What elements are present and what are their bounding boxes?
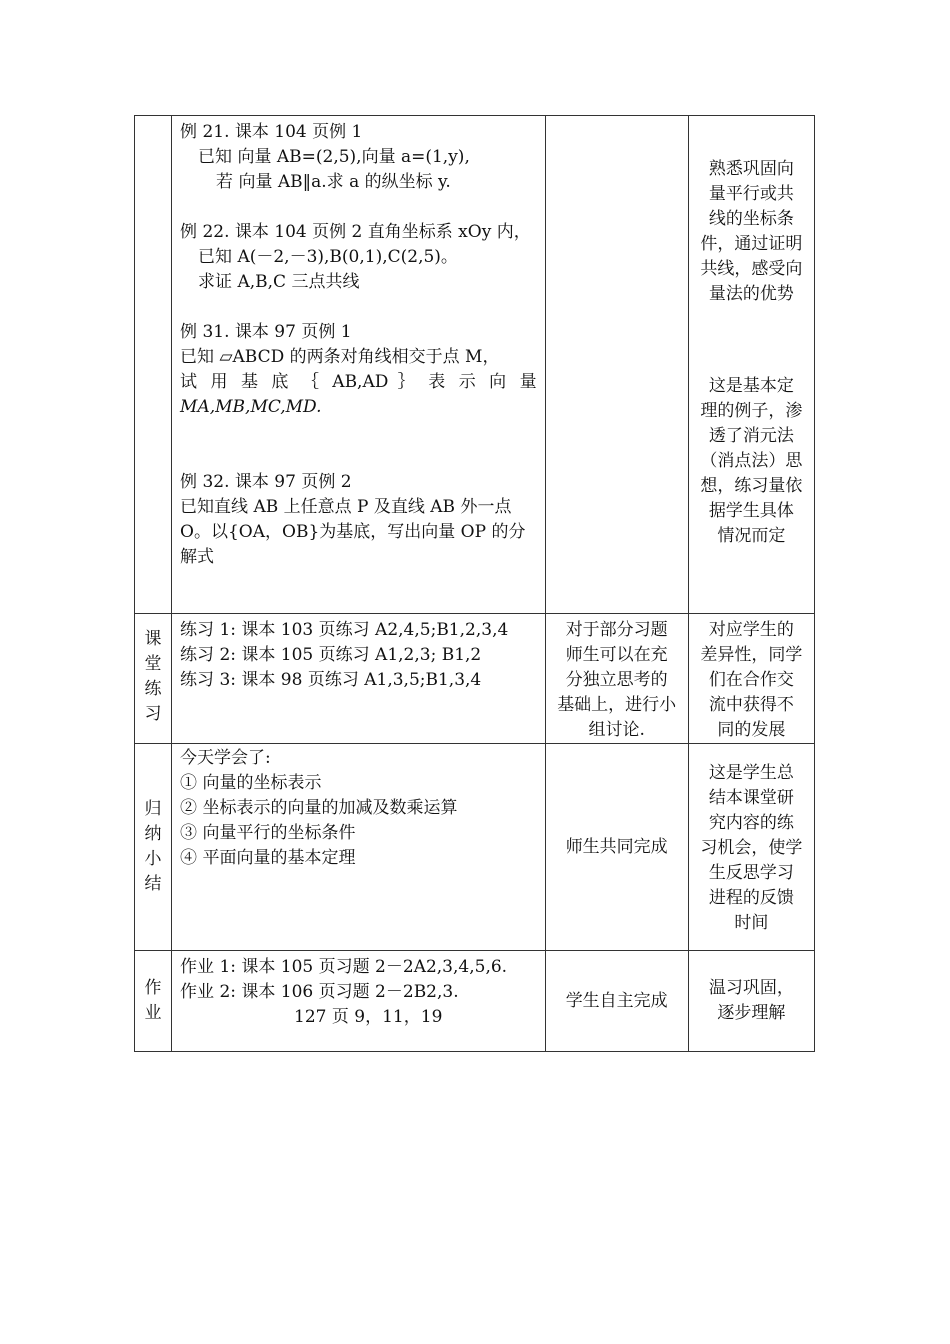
summary-line: 今天学会了: [180,748,271,768]
summary-head-char: 纳 [144,824,162,844]
note1-line: 量平行或共 [708,184,794,204]
note1-line: 线的坐标条 [708,209,794,229]
summary-note-line: 这是学生总 [708,763,794,783]
summary-note-cell [688,744,814,951]
practice-head-char: 练 [144,678,162,699]
practice-note-line: 同的发展 [717,720,786,740]
ex31-line1: 已知 ▱ABCD 的两条对角线相交于点 M， [180,347,500,367]
note2-line: 理的例子，渗 [700,401,803,421]
practice-line: 练习 1: 课本 103 页练习 A2,4,5;B1,2,3,4 [180,620,509,640]
note1-line: 件，通过证明 [700,234,803,254]
examples-row [135,116,815,614]
examples-note-cell [688,116,814,614]
practice-activity-line: 师生可以在充 [565,645,668,665]
practice-note-line: 差异性，同学 [700,645,803,665]
summary-note-line: 结本课堂研 [708,788,794,808]
practice-note-line: 流中获得不 [708,695,794,715]
practice-content-cell [172,614,546,744]
summary-head-cell [135,744,172,951]
summary-line: ② 坐标表示的向量的加减及数乘运算 [180,798,458,818]
practice-head-char: 习 [144,703,162,724]
summary-head-char: 结 [144,874,162,894]
summary-note-line: 究内容的练 [708,813,794,833]
ex31-title: 例 31. 课本 97 页例 1 [180,322,352,342]
practice-activity-line: 对于部分习题 [565,620,668,640]
practice-line: 练习 2: 课本 105 页练习 A1,2,3; B1,2 [180,645,482,665]
summary-row [135,744,815,951]
homework-line: 作业 2: 课本 106 页习题 2－2B2,3. [180,982,459,1002]
practice-activity-line: 基础上，进行小 [557,695,677,715]
examples-activity-cell [545,116,688,614]
ex32-title: 例 32. 课本 97 页例 2 [180,472,352,492]
ex21-line2: 若 向量 AB‖a.求 a 的纵坐标 y. [216,172,451,192]
homework-line: 作业 1: 课本 105 页习题 2－2A2,3,4,5,6. [180,957,508,977]
examples-content-cell [172,116,546,614]
ex32-line1: 已知直线 AB 上任意点 P 及直线 AB 外一点 [180,497,512,517]
note2-line: 想，练习量依 [700,476,803,496]
homework-row [135,951,815,1052]
homework-line: 127 页 9，11，19 [294,1007,443,1027]
practice-row [135,614,815,744]
note1-line: 量法的优势 [708,284,794,304]
ex32-line3: 解式 [180,547,215,567]
summary-activity: 师生共同完成 [565,836,668,857]
note2-line: 透了消元法 [708,426,794,446]
summary-note-line: 时间 [734,913,769,933]
ex22-line1: 已知 A(－2,－3),B(0,1),C(2,5)。 [198,247,458,267]
practice-activity-line: 组讨论. [588,720,645,740]
note1-line: 共线，感受向 [700,259,803,279]
practice-activity-line: 分独立思考的 [565,670,668,690]
homework-note-cell [688,951,814,1052]
summary-note-line: 生反思学习 [708,863,794,883]
summary-head-char: 归 [144,799,162,819]
practice-head-char: 课 [144,628,162,649]
summary-line: ③ 向量平行的坐标条件 [180,823,356,843]
summary-content-cell [172,744,546,951]
practice-head-char: 堂 [144,653,162,674]
practice-note-line: 对应学生的 [708,620,794,640]
homework-note-line: 逐步理解 [717,1003,786,1023]
practice-note-cell [688,614,814,744]
practice-activity-cell [545,614,688,744]
summary-activity-cell [545,744,688,951]
summary-line: ④ 平面向量的基本定理 [180,848,356,868]
homework-activity: 学生自主完成 [565,990,668,1011]
examples-head-cell [135,116,172,614]
note2-line: 这是基本定 [708,376,794,396]
summary-head-char: 小 [144,849,162,869]
ex31-line3: MA,MB,MC,MD. [180,397,322,417]
ex22-line2: 求证 A,B,C 三点共线 [198,272,360,292]
homework-head-char: 作 [144,978,162,998]
homework-head-cell [135,951,172,1052]
note2-line: 据学生具体 [708,501,794,521]
note2-line: （消点法）思 [700,451,803,471]
homework-activity-cell [545,951,688,1052]
practice-line: 练习 3: 课本 98 页练习 A1,3,5;B1,3,4 [180,670,482,690]
ex21-line1: 已知 向量 AB=(2,5),向量 a=(1,y), [198,147,470,167]
ex21-title: 例 21. 课本 104 页例 1 [180,122,363,142]
ex32-line2: O。以{OA，OB}为基底，写出向量 OP 的分 [180,522,526,542]
summary-note-line: 进程的反馈 [708,888,794,908]
note2-line: 情况而定 [717,526,786,546]
practice-head-cell [135,614,172,744]
homework-content-cell [172,951,546,1052]
ex22-title: 例 22. 课本 104 页例 2 直角坐标系 xOy 内， [180,222,531,242]
homework-note-line: 温习巩固， [708,978,794,998]
practice-note-line: 们在合作交 [708,670,794,690]
lesson-plan-table [134,115,815,1052]
ex31-line2: 试 用 基 底 ｛ AB,AD ｝ 表 示 向 量 [180,372,537,392]
summary-line: ① 向量的坐标表示 [180,773,322,793]
note1-line: 熟悉巩固向 [708,159,794,179]
homework-head-char: 业 [144,1003,162,1023]
summary-note-line: 习机会，使学 [700,838,803,858]
